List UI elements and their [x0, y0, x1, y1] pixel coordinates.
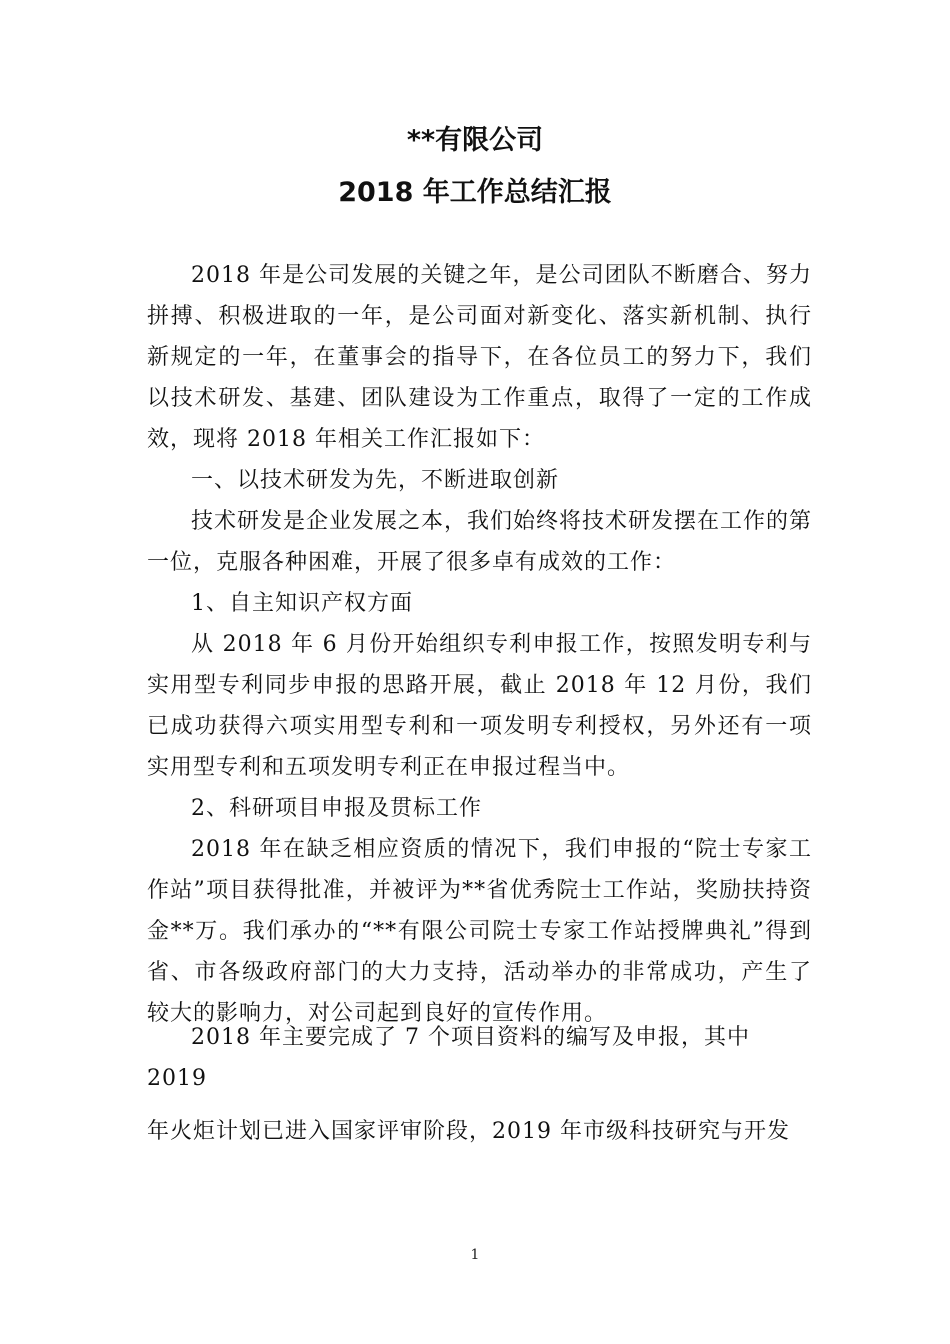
paragraph-intro: 2018 年是公司发展的关键之年，是公司团队不断磨合、努力拼搏、积极进取的一年，是公司面对新变化、落实新机制、执行新规定的一年，在董事会的指导下，在各位员工的努力下，我们以技术研发、基建、团队建设为工作重点，取得了一定的工作成效，现将 2018 年相关工作汇报如下：	[147, 263, 812, 452]
document-body	[147, 255, 812, 1034]
document-title-report: 2018 年工作总结汇报	[338, 177, 612, 208]
subheading-projects: 2、科研项目申报及贯标工作	[191, 796, 482, 821]
page-number: 1	[470, 1247, 480, 1263]
document-title-company: **有限公司	[406, 125, 544, 156]
paragraph-patents: 从 2018 年 6 月份开始组织专利申报工作，按照发明专利与实用型专利同步申报的思路开展，截止 2018 年 12 月份，我们已成功获得六项实用型专利和一项发明专利授权，另外还有一项实用型专利和五项发明专利正在申报过程当中。	[147, 632, 812, 780]
paragraph-workstation: 2018 年在缺乏相应资质的情况下，我们申报的“院士专家工作站”项目获得批准，并被评为**省优秀院士工作站，奖励扶持资金**万。我们承办的“**有限公司院士专家工作站授牌典礼”得到省、市各级政府部门的大力支持，活动举办的非常成功，产生了较大的影响力，对公司起到良好的宣传作用。	[147, 837, 812, 1026]
paragraph-projects-line1: 2018 年主要完成了 7 个项目资料的编写及申报，其中 2019	[147, 1025, 750, 1091]
subheading-ip: 1、自主知识产权方面	[191, 591, 413, 616]
paragraph-projects-line2: 年火炬计划已进入国家评审阶段，2019 年市级科技研究与开发	[147, 1119, 790, 1144]
paragraph-tech-rd: 技术研发是企业发展之本，我们始终将技术研发摆在工作的第一位，克服各种困难，开展了很多卓有成效的工作：	[147, 509, 813, 575]
section-heading-tech-rd: 一、以技术研发为先，不断进取创新	[191, 468, 560, 493]
